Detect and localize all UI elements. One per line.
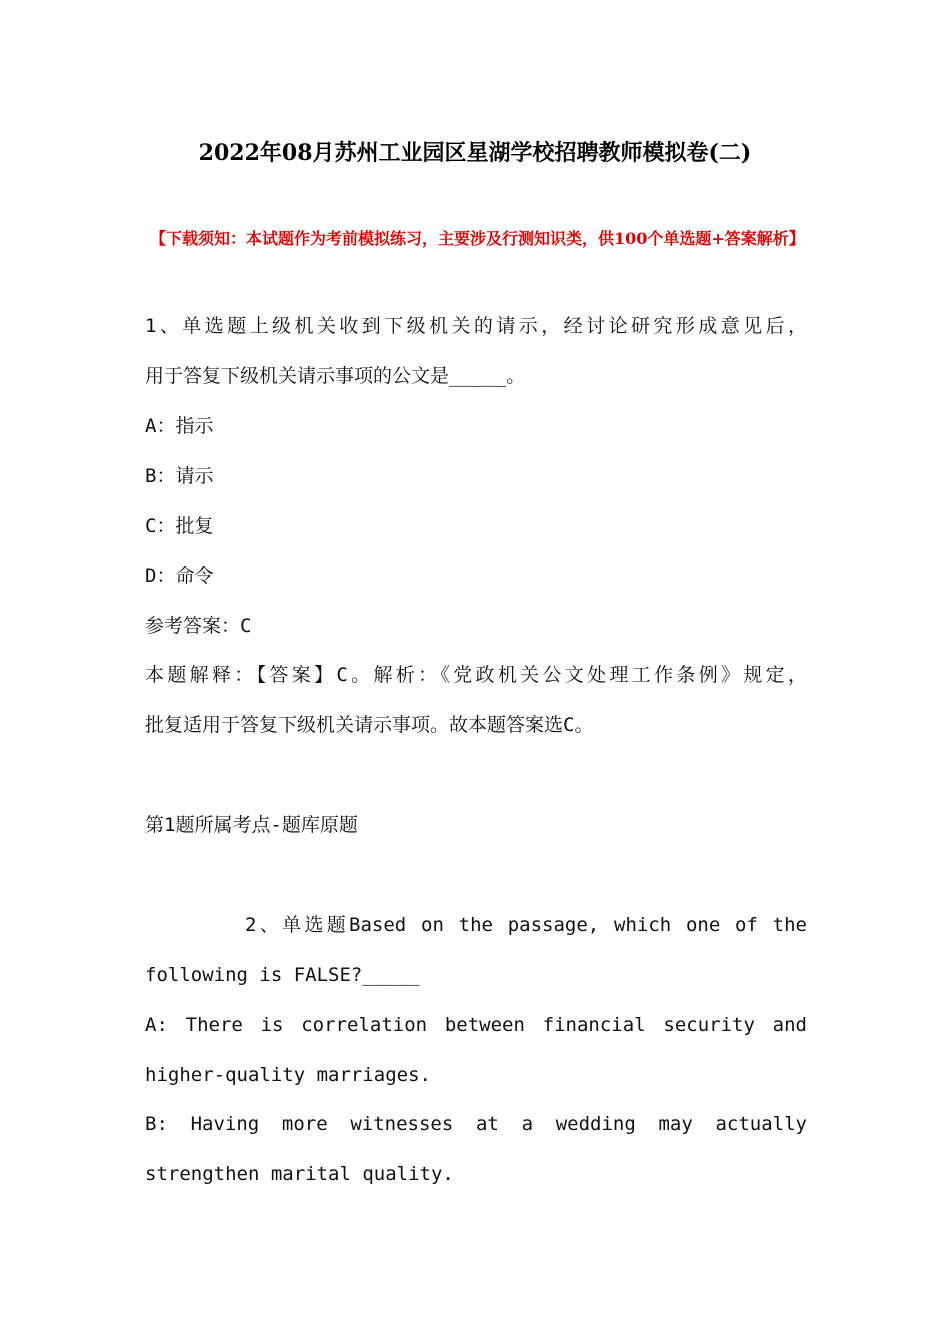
q1-option-d: D：命令 bbox=[145, 565, 214, 587]
download-notice: 【下载须知：本试题作为考前模拟练习，主要涉及行测知识类，供100个单选题+答案解析】 bbox=[150, 229, 805, 248]
q1-explanation-line1: 本题解释：【答案】C。解析：《党政机关公文处理工作条例》规定， bbox=[145, 664, 807, 686]
q2-stem-line1: 2、单选题Based on the passage, which one of the bbox=[245, 914, 807, 936]
q1-option-b: B：请示 bbox=[145, 465, 214, 487]
q2-option-a-line2: higher-quality marriages. bbox=[145, 1064, 431, 1086]
q1-stem-line2: 用于答复下级机关请示事项的公文是_____。 bbox=[145, 365, 526, 387]
q1-topic: 第1题所属考点-题库原题 bbox=[145, 814, 358, 836]
q1-stem-line1: 1、单选题上级机关收到下级机关的请示，经讨论研究形成意见后， bbox=[145, 315, 807, 337]
q1-option-c: C：批复 bbox=[145, 515, 214, 537]
q1-answer: 参考答案：C bbox=[145, 615, 252, 637]
page-title: 2022年08月苏州工业园区星湖学校招聘教师模拟卷(二) bbox=[198, 140, 752, 166]
q2-option-b-line1: B: Having more witnesses at a wedding may actually bbox=[145, 1113, 807, 1135]
q1-option-a: A：指示 bbox=[145, 415, 214, 437]
q2-stem-line2: following is FALSE?_____ bbox=[145, 964, 420, 986]
q2-option-a-line1: A: There is correlation between financial security and bbox=[145, 1014, 807, 1036]
q1-explanation-line2: 批复适用于答复下级机关请示事项。故本题答案选C。 bbox=[145, 714, 594, 736]
q2-option-b-line2: strengthen marital quality. bbox=[145, 1163, 454, 1185]
